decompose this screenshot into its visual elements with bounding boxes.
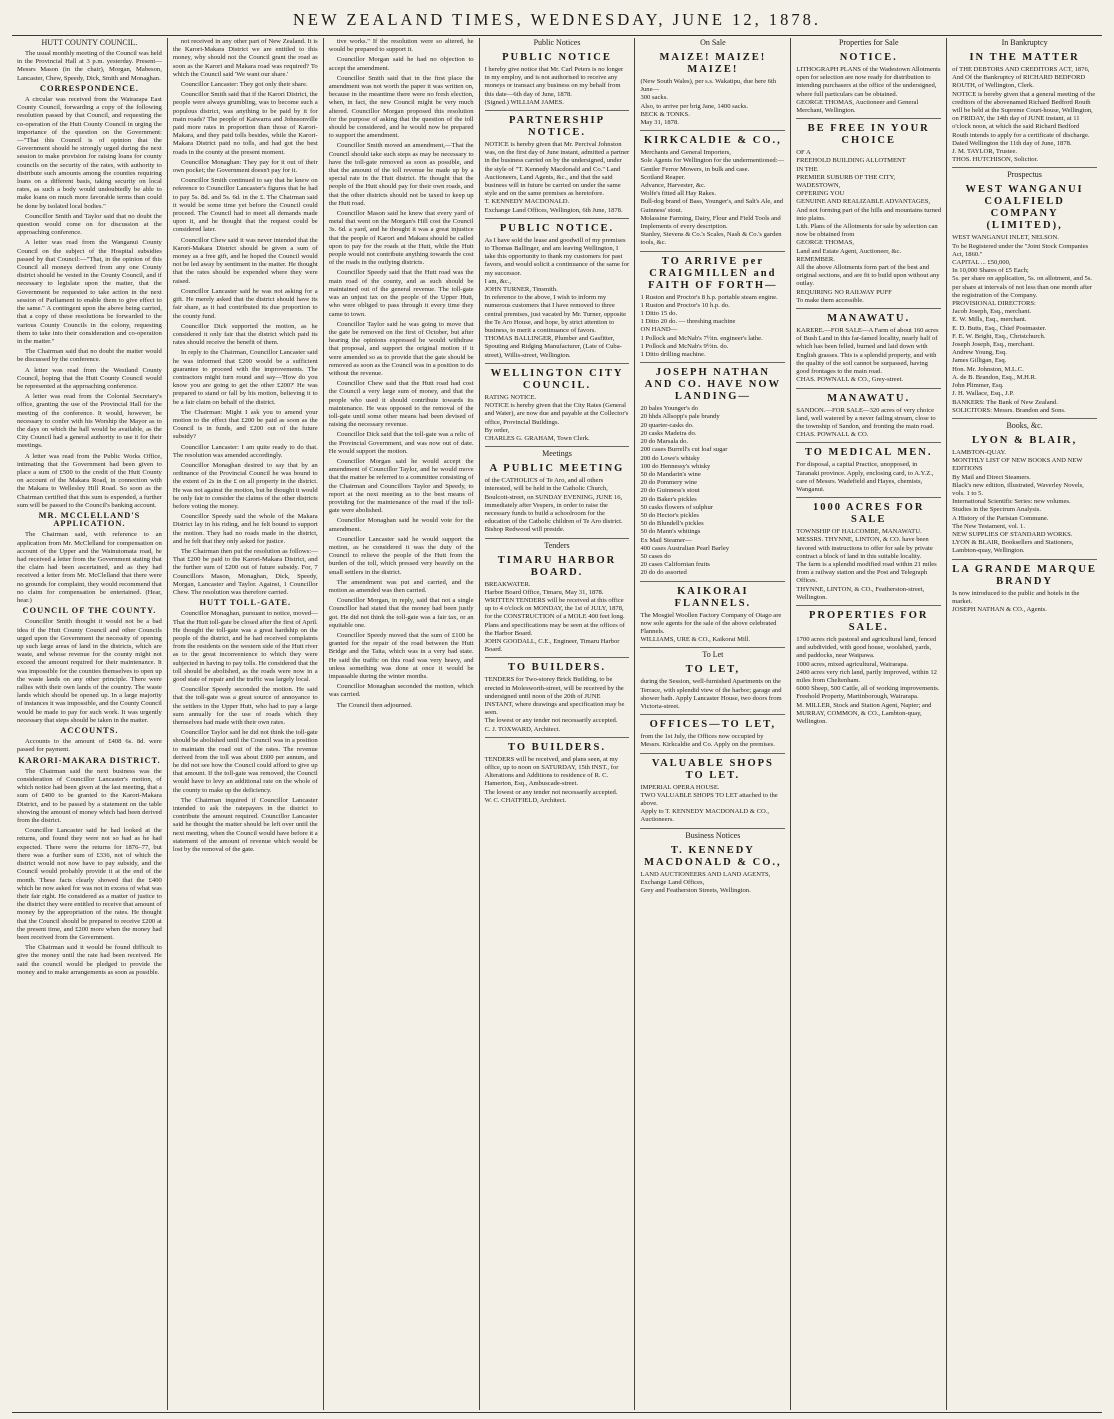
paragraph: The usual monthly meeting of the Council was held in the Provincial Hall at 3 p.m. yesterday. Present—Messrs Mason (in the chair), Morgan, Mabeson, Lancaster, Chew, Speedy, Dick, Smith and Monaghan. (17, 50, 162, 82)
ad-line: REQUIRING NO RAILWAY PUFF (796, 288, 892, 296)
ad-line: John Plimmer, Esq. (952, 382, 1004, 390)
ad-line: The lowest or any tender not necessarily accepted. (484, 717, 618, 725)
ad-line: TWO VALUABLE SHOPS TO LET attached to the above. (640, 791, 778, 807)
ad-line: CAPITAL ... £50,000, (952, 259, 1011, 267)
ad-line: In 10,000 Shares of £5 Each; (952, 267, 1029, 275)
ad-line: And not forming part of the hills and mountains turned into plains. (796, 206, 942, 222)
column-2 (167, 38, 323, 1410)
ad-line: J. M. TAYLOR, Trustee. (952, 148, 1018, 156)
ad-line: 1 Pollock and McNab's 9½in. do. (640, 342, 729, 350)
column-5 (634, 38, 790, 1410)
ad-line: WRITTEN TENDERS will be received at this office up to 4 o'clock on MONDAY, the 1st of JULY, 1878, for the CONSTRUCTION of a MOLE 400 feet long. (484, 596, 625, 621)
ad-line: Andrew Young, Esq. (952, 349, 1007, 357)
column-7 (946, 38, 1102, 1410)
ad-line: 1700 acres rich pastoral and agricultural land, fenced and subdivided, with good house, woolshed, yards, and paddocks, near Waipawa. (796, 635, 937, 660)
paragraph: The Chairman said, with reference to an application from Mr. McClelland for compensation on account of the Upper and the Wainuiomata road, he had received a letter from the Government stating that the claim had been ascertained, and as they had received a letter from Mr. McClelland that there were no grounds for complaint, they would recommend that no claim for compensation be entertained. (Hear, hear.) (17, 531, 162, 604)
ad-line: A History of the Parisian Commune. (952, 514, 1049, 522)
subheading: KARORI-MAKARA DISTRICT. (18, 755, 161, 765)
ad-line: JOHN TURNER, Tinsmith. (484, 286, 558, 294)
ad-line: Wolfe's fitted all Hay Rakes. (640, 190, 716, 198)
paragraph: Councillor Lancaster said he would support the motion, as he considered it was the duty of the Council to relieve the people of the Hutt from the burden of the toll, which pressed very heavily on the small settlers in the district. (328, 535, 474, 576)
ad-line: J. H. Wallace, Esq., J.P. (952, 390, 1014, 398)
ad-title: LYON & BLAIR, (971, 434, 1078, 446)
ad-line: of the CATHOLICS of Te Aro, and all others interested, will be held in the Catholic Church, Boulcott-street, on SUNDAY EVENING, JUNE 16, immediately after Vespers, in order to raise the necessary funds to build a schoolroom for the education of the Catholic children of Te Aro district. (484, 477, 623, 526)
paragraph: Councillor Dick supported the motion, as he considered it only fair that the district which paid its rates should receive the benefit of them. (172, 322, 318, 347)
newspaper-columns (12, 38, 1102, 1410)
paragraph: Councillor Lancaster: I am quite ready to do that. The resolution was amended accordingly. (172, 443, 318, 459)
masthead-rule (12, 35, 1102, 36)
ad-line: SANDON.—FOR SALE—320 acres of very choice land, well watered by a never failing stream, close to the township of Sandon, and fronting the main road. (796, 406, 936, 430)
advertisement (640, 584, 785, 649)
ad-line: Joseph Joseph, Esq., merchant. (952, 341, 1035, 349)
advertisement (952, 182, 1097, 418)
ad-line: WADESTOWN, (796, 182, 841, 190)
ad-line: T. KENNEDY MACDONALD. (484, 198, 570, 206)
ad-line: All the above Allotments form part of the best and original sections, and are fit to build upon without any outlay. (796, 264, 940, 288)
ad-line: 1 Pollock and McNab's 7½in. engineer's lathe. (640, 334, 763, 342)
ad-line: International Scientific Series: new volumes. (952, 498, 1071, 506)
ad-line: CHARLES G. GRAHAM, Town Clerk. (484, 434, 590, 442)
ad-line: Ex Mail Steamer— (640, 536, 692, 544)
ad-line: NEW SUPPLIES OF STANDARD WORKS. (952, 530, 1073, 538)
ad-line: Jacob Joseph, Esq., merchant. (952, 308, 1032, 316)
ad-line: 1 Ditto 15 do. (640, 310, 678, 318)
paragraph: The Chairman said that no doubt the matter would be discussed by the conference. (17, 348, 162, 364)
ad-line: from the 1st July, the Offices now occupied by Messrs. Kirkcaldie and Co. Apply on the premises. (640, 733, 775, 749)
column-4 (479, 38, 635, 1410)
paragraph: Councillor Monaghan said he would vote for the amendment. (328, 517, 474, 533)
ad-line: Bull-dog brand of Bass, Younger's, and Salt's Ale, and Guinness' stout. (640, 198, 784, 214)
advertisement (485, 660, 630, 737)
ad-title: OFFICES—TO LET, (649, 719, 777, 731)
ad-line: FREEHOLD BUILDING ALLOTMENT (796, 157, 906, 165)
ad-line: Sole Agents for Wellington for the undermentioned:— (640, 157, 785, 165)
paragraph: Councillor Chew said that the Hutt road had cost the Council a very large sum of money, and that the people who used it should contribute towards its maintenance. He was opposed to the removal of the toll-gate until some other means had been devised of raising the necessary revenue. (328, 380, 474, 429)
ad-line: The New Testament, vol. 1. (952, 522, 1026, 530)
ad-line: JOSEPH NATHAN & CO., Agents. (952, 605, 1047, 613)
ad-title: TO BUILDERS. (508, 662, 606, 674)
ad-line: Hon. Mr. Johnston, M.L.C. (952, 365, 1024, 373)
paragraph: tive works." If the resolution were so altered, he would be prepared to support it. (328, 38, 474, 54)
ad-line: Plans and specifications may be seen at the offices of the Harbor Board. (484, 621, 625, 637)
ad-line: (Signed.) WILLIAM JAMES. (484, 98, 564, 106)
ad-line: In reference to the above, I wish to inform my numerous customers that I have removed to three central premises, just vacated by Mr. Turner, opposite the Te Aro House, and hope, by strict attention to business, to merit a continuance of favors. (484, 294, 627, 335)
ad-line: May 31, 1878. (640, 119, 679, 127)
ad-line: Exchange Land Offices, (640, 878, 705, 886)
ad-line: PREMIER SUBURB OF THE CITY, (796, 173, 896, 181)
ad-title: LA GRANDE MARQUE BRANDY (952, 563, 1097, 587)
paragraph: Councillor Taylor said he was going to move that the gate be removed on the first of October, but after hearing the opinions expressed he would withdraw that proposal, and support the original motion if it were amended so as to provide that the gate should be removed as soon as the Council was in a position to do without the revenue. (328, 320, 474, 377)
ad-line: 20 do Baker's pickles (640, 495, 697, 503)
ad-line: IMPERIAL OPERA HOUSE. (640, 783, 720, 791)
ad-line: MESSRS. THYNNE, LINTON, & CO. have been favored with instructions to offer for sale by private contract a block of land in this suitable locality. (796, 536, 933, 560)
ad-line: OF A (796, 149, 811, 157)
ad-line: Land and Estate Agent, Auctioneer, &c. (796, 247, 902, 255)
paragraph: Councillor Smith and Taylor said that no doubt the question would come on for discussion at the approaching conference. (17, 212, 162, 237)
paragraph: A letter was read from the Public Works Office, intimating that the Government had been given to place a sum of £500 to the credit of the Hutt County on account of the Makara Road, in connection with the Makara to Wellesley Hill Road. So soon as the Chairman certified that this sum is expended, a further sum will be passed to the Council's banking account. (17, 452, 162, 509)
ad-line: 1 Ruston and Proctor's 10 h.p. do. (640, 301, 730, 309)
advertisement (796, 500, 941, 606)
ad-line: THYNNE, LINTON, & CO., Featherston-street, Wellington. (796, 585, 925, 601)
ad-line: Stanley, Stevens & Co.'s Scales, Nash & Co.'s garden tools, &c. (640, 231, 782, 247)
column-6 (790, 38, 946, 1410)
section-heading: On Sale (700, 38, 726, 47)
ad-title: MANAWATU. (827, 313, 911, 325)
ad-line: As I have sold the lease and goodwill of my premises to Thomas Ballinger, and am leaving Wellington, I take this opportunity to thank my customers for past favors, and would solicit a continuance of the same for my successor. (484, 236, 630, 277)
ad-line: LITHOGRAPH PLANS of the Wadestown Allotments open for selection are now ready for distribution to intending purchasers at the office of the undersigned, where full particulars can be obtained. (796, 66, 941, 98)
ad-line: 20 casks Madeira do. (640, 429, 697, 437)
column-1 (12, 38, 167, 1410)
ad-line: W. C. CHATFIELD, Architect. (484, 796, 567, 804)
advertisement (640, 756, 785, 829)
ad-line: 1 Ruston and Proctor's 8 h.p. portable steam engine. (640, 293, 778, 301)
ad-line: 6000 Sheep, 500 Cattle, all of working improvements. (796, 685, 940, 693)
paragraph: Councillor Speedy said that the Hutt road was the main road of the county, and as such should be maintained out of the general revenue. The toll-gate was an unjust tax on the people of the Upper Hutt, who were obliged to pass through it every time they came to town. (328, 269, 474, 318)
ad-line: RATING NOTICE. (484, 393, 537, 401)
ad-line: MONTHLY LIST OF NEW BOOKS AND NEW EDITIONS (952, 457, 1083, 473)
ad-line: 300 sacks. (640, 94, 668, 102)
advertisement (485, 50, 630, 111)
paragraph: not received in any other part of New Zealand. It is the Karori-Makara District we are entitled to this money, why should not the Council grant the road as soon as the Karori and Makara road was required? To which the Council said 'We want our share.' (172, 38, 318, 78)
ad-title: TO LET, (685, 664, 741, 676)
ad-line: 20 quarter-casks do. (640, 421, 694, 429)
ad-line: 100 do Hennessy's whisky (640, 462, 711, 470)
ad-line: THOS. HUTCHISON, Solicitor. (952, 156, 1039, 164)
ad-line: 20 do Guinness's stout (640, 487, 700, 495)
advertisement (952, 433, 1097, 560)
paragraph: Councillor Speedy seconded the motion. He said that the toll-gate was a great source of annoyance to the settlers in the Upper Hutt, who had to pay a large sum annually for the use of roads which they themselves had made with their own rates. (172, 686, 318, 727)
ad-title: TIMARU HARBOR BOARD. (497, 554, 617, 578)
advertisement (485, 366, 630, 447)
ad-line: during the Session, well-furnished Apartments on the Terrace, with splendid view of the harbor; garage and shower bath. Apply Lancaster House, two doors from Victoria-street. (640, 678, 782, 710)
paragraph: The Chairman then put the resolution as follows:—That £200 be paid to the Karori-Makara District, and the further sum of £200 out of future subsidy. For, 7 Councillors Mason, Monaghan, Dick, Speedy, Morgan, Lancaster and Taylor. Against, 1 Councillor Chew. The resolution was therefore carried. (172, 547, 318, 596)
ad-line: PROVISIONAL DIRECTORS: (952, 300, 1036, 308)
section-heading: In Bankruptcy (1001, 38, 1048, 47)
ad-title: PUBLIC NOTICE (502, 52, 612, 63)
ad-line: Is now introduced to the public and hotels in the market. (952, 589, 1080, 605)
paragraph: Councillor Smith continued to say that he knew on reference to Councillor Lancaster's figures that he had to pay 5s. 8d. and 5s. 6d. in the £. The Chairman said it would be some time yet before the Council could proceed. The Council had to meet all demands made upon it, and he thought that the request could be considered later. (172, 177, 318, 234)
section-heading: Books, &c. (1006, 420, 1043, 430)
ad-line: E. W. Mills, Esq., merchant. (952, 316, 1027, 324)
paragraph: Councillor Monaghan desired to say that by an ordinance of the Provincial Council he was bound to the extent of 2s in the £ on all property in the district. He was not against the motion, but he thought it would be only fair to consider the claims of the other districts before voting the money. (172, 461, 318, 510)
advertisement (640, 843, 785, 899)
ad-line: TENDERS for Two-storey Brick Building, to be erected in Molesworth-street, will be received by the undersigned until noon of the 20th of JUNE INSTANT, where drawings and specification may be seen. (484, 676, 625, 717)
paragraph: Councillor Speedy said the whole of the Makara District lay in his riding, and he felt bound to support the motion. They had no roads made in the district, and he felt that they only asked for justice. (172, 513, 318, 545)
advertisement (485, 113, 630, 219)
paragraph: Councillor Monaghan seconded the motion, which was carried. (328, 683, 474, 699)
ad-line: The farm is a splendid modified road within 21 miles from a railway station and the Post and Telegraph Offices. (796, 560, 937, 585)
ad-title: WELLINGTON CITY COUNCIL. (490, 367, 624, 391)
section-heading: Business Notices (685, 830, 741, 840)
advertisement (796, 50, 941, 119)
advertisement (796, 311, 941, 388)
ad-line: KARERE.—FOR SALE—A Farm of about 160 acres of Bush Land in this far-famed locality, nearly half of which has been felled, burned and laid down with English grasses. This is a splendid property, and with the quality of the soil cannot be surpassed, having good frontages to the main road. (796, 327, 939, 376)
paragraph: A letter was read from the Westland County Council, hoping that the Hutt County Council would be represented at the approaching conference. (17, 366, 162, 390)
paragraph: A letter was read from the Colonial Secretary's office, granting the use of the Provincial Hall for the meeting of the conference. It would, however, be necessary to confer with his Worship the Mayor as to the days on which the hall would be available, as the City Council had a general authority to use it for their meetings. (17, 393, 162, 450)
ad-line: GEORGE THOMAS, Auctioneer and General Merchant, Wellington. (796, 98, 919, 115)
ad-line: 20 do Pommery wine (640, 479, 698, 487)
ad-line: 1000 acres, mixed agricultural, Wairarapa. (796, 660, 909, 668)
ad-line: Harbor Board Office, Timaru, May 31, 1878. (484, 588, 604, 596)
ad-line: WEST WANGANUI INLET, NELSON. (952, 234, 1059, 242)
section-heading: Properties for Sale (838, 38, 899, 47)
ad-line: Freehold Property, Martinborough, Wairarapa. (796, 693, 919, 701)
ad-line: 50 do Blundell's pickles (640, 520, 704, 528)
ad-line: Black's new edition, illustrated, Waverley Novels, vols. 1 to 5. (952, 481, 1084, 497)
paragraph: The Chairman: Might I ask you to amend your motion to the effect that £200 be paid as soon as the Council is in funds, and £200 out of the future subsidy? (172, 408, 318, 441)
paragraph: Councillor Monaghan, pursuant to notice, moved—That the Hutt toll-gate be closed after the first of April. He thought the toll-gate was a great hardship on the people of the district, and he had received complaints from the residents on the western side of the Hutt river as to the great inconvenience to which they were subjected in having to pay tolls. He considered that the toll should be abolished, as the roads were now in a good state of repair and the traffic was largely local. (172, 610, 318, 684)
ad-title: MANAWATU. (827, 392, 911, 404)
paragraph: Councillor Smith said that in the first place the amendment was not worth the paper it was written on, because in the meantime there were no fresh election, when, in fact, the new Council might be very much altered. Councillor Morgan proposed this resolution for the purpose of asking that the question of the toll should be considered, and he would now be prepared to support the amendment. (328, 74, 474, 140)
paragraph: A letter was read from the Wanganui County Council on the subject of the Hospital subsidies passed by that Council:—"That, in the opinion of this Council all moneys derived from any one County district should be vested in the County Council, and if necessary to legislate upon the matter, that the Government be requested to take action in the next session of Parliament to enable them to give effect to the same." A contingent upon the above being carried, that a copy of these resolutions be forwarded to the various County Councils in the colony, requesting them to take into their consideration and co-operation in the matter." (17, 239, 162, 345)
ad-line: I am, &c., (484, 277, 512, 285)
ad-line: LAND AUCTIONEERS AND LAND AGENTS, (640, 870, 771, 878)
paragraph: A circular was received from the Wairarapa East County Council, forwarding a copy of the following resolution passed by that Council, and requesting the co-operation of the Hutt County Council in urging the importance of the question on the Government:—"That this Council is of opinion that the Government should be strongly urged during the next session to make provision for raising loans for county councils on the security of the rates, with authority to distribute such amounts among the counties requiring loans on a different basis, taking security on local rates, as such a body would undoubtedly be able to make loans on much more favorable terms than could be done by isolated local bodies." (17, 96, 162, 210)
ad-line: 400 cases Australian Pearl Barley (640, 544, 730, 552)
ad-title: KAIKORAI FLANNELS. (674, 585, 752, 609)
paragraph: The Chairman said it would be found difficult to give the money until the rate had been received. He said the council would be pledged to provide the money and to make arrangements as soon as possible. (17, 944, 162, 976)
advertisement (485, 740, 630, 808)
ad-line: Dated Wellington the 11th day of June, 1878. (952, 139, 1072, 147)
advertisement (796, 445, 941, 498)
ad-title: TO ARRIVE per CRAIGMILLEN and FAITH OF FORTH— (648, 255, 778, 291)
paragraph: Councillor Lancaster said he was not asking for a gift. He merely asked that the district should have its fair share, as it had contributed its due proportion to the county fund. (172, 287, 318, 320)
ad-line: By Mail and Direct Steamers. (952, 473, 1031, 481)
paragraph: Councillor Morgan said he would accept the amendment of Councillor Taylor, and he would move that the matter be referred to a committee consisting of the Chairman and Councillors Taylor and Speedy, to report at the next meeting as to the best means of providing for the maintenance of the road if the toll-gate were abolished. (328, 457, 474, 515)
ad-line: NOTICE is hereby given that the City Rates (General and Water), are now due and payable at the Collector's office, Provincial Buildings. (484, 402, 629, 426)
advertisement (485, 553, 630, 659)
ad-title: TO BUILDERS. (508, 741, 606, 753)
paragraph: Councillor Monaghan: They pay for it out of their own pocket; the Government doesn't pay for it. (172, 158, 318, 175)
ad-line: I hereby give notice that Mr. Carl Peters is no longer in my employ, and is not authorised to receive any moneys or transact any business on my behalf from this date—6th day of June, 1878. (484, 66, 624, 98)
ad-line: WILLIAMS, URE & CO., Kaikorai Mill. (640, 636, 751, 644)
advertisement (640, 50, 785, 131)
paragraph: The Chairman inquired if Councillor Lancaster intended to ask the ratepayers in the district to contribute the amount required. Councillor Lancaster said he thought the matter should be left over until the next meeting, when the Council would have before it a statement of the amount of revenue which would be lost by the removal of the gate. (172, 796, 318, 854)
ad-title: A PUBLIC MEETING (489, 463, 625, 475)
ad-line: Also, to arrive per brig Jane, 1400 sacks. (640, 102, 749, 110)
subheading: CORRESPONDENCE. (39, 83, 139, 93)
advertisement (796, 121, 941, 309)
ad-line: Exchange Land Offices, Wellington, 6th June, 1878. (484, 206, 623, 214)
ad-title: PARTNERSHIP NOTICE. (508, 115, 606, 139)
ad-line: BECK & TONKS. (640, 110, 690, 118)
ad-line: Studies in the Spectrum Analysis. (952, 506, 1041, 514)
ad-title: IN THE MATTER (969, 52, 1080, 63)
ad-title: TO MEDICAL MEN. (804, 447, 933, 459)
ad-line: IN THE (796, 165, 818, 173)
ad-title: MAIZE! MAIZE! MAIZE! (659, 52, 767, 75)
paragraph: Councillor Morgan said he had no objection to accept the amendment. (328, 56, 474, 72)
ad-line: of THE DEBTORS AND CREDITORS ACT, 1876, And Of the Bankruptcy of RICHARD BEDFORD ROUTH, of Wellington, Clerk. (952, 66, 1090, 90)
ad-line: Grey and Featherston Streets, Wellington. (640, 887, 751, 894)
paragraph: In reply to the Chairman, Councillor Lancaster said he was informed that £200 would be a sufficient guarantee to proceed with the improvements. The contractors might turn round and say—'How do you know you are going to get the other £200?' He was prepared to stand or fall by his motion, believing it to be a fair claim on behalf of the district. (172, 349, 318, 406)
ad-line: THOMAS BALLINGER, Plumber and Gasfitter, Spouting and Ridging Manufacturer, (Late of Cuba-street), Willis-street, Wellington. (484, 335, 622, 359)
ad-line: To be Registered under the "Joint Stock Companies Act, 1860." (952, 242, 1089, 258)
advertisement (640, 662, 785, 715)
subheading: ACCOUNTS. (60, 726, 119, 736)
ad-line: CHAS. POWNALL & CO., Grey-street. (796, 376, 904, 384)
paragraph: Councillor Smith said that if the Karori District, the people were always grumbling, was to become such a populous district, was anything to be paid by it for main roads? The people of Kaiwarra and Johnsonville paid more rates in proportion than those of Karori-Makara, and they paid tolls besides, while the Karori-Makara District paid no tolls, and had got the best roads in the county at the present moment. (172, 91, 318, 156)
advertisement (640, 717, 785, 753)
ad-line: NOTICE is hereby given that a general meeting of the creditors of the abovenamed Richard Bedford Routh will be held at the Supreme Court-house, Wellington, on FRIDAY, the 14th day of JUNE instant, at 11 o'clock noon, at which the said Richard Bedford Routh intends to apply for a certificate of discharge. (952, 90, 1096, 139)
ad-title: PUBLIC NOTICE. (499, 222, 615, 234)
paragraph: Councillor Chew said it was never intended that the Karori-Makara District should be given a sum of money as a free gift, and he hoped the Council would not be led away by sentiment in the matter. He thought that the rates should be expended where they were raised. (172, 236, 318, 285)
advertisement (640, 254, 785, 364)
paragraph: Councillor Taylor said he did not think the toll-gate should be abolished until the Council was in a position to maintain the road out of the rates. The revenue derived from the toll was about £600 per annum, and he did not see how the Council could afford to give up that amount. If the toll-gate was removed, the Council would have to levy an additional rate on the whole of the county to make up the deficiency. (172, 729, 318, 794)
ad-title: VALUABLE SHOPS TO LET. (651, 757, 774, 781)
ad-line: GENUINE AND REALIZABLE ADVANTAGES, (796, 198, 931, 206)
paragraph: The amendment was put and carried, and the motion as amended was then carried. (328, 578, 474, 594)
column-3 (323, 38, 479, 1410)
ad-line: Lith. Plans of the Allotments for sale by selection can now be obtained from (796, 223, 938, 239)
advertisement (952, 50, 1097, 168)
ad-line: 50 do Mandarin's wine (640, 470, 701, 478)
ad-line: (New South Wales), per s.s. Wakatipu, due here 6th June— (640, 78, 777, 94)
ad-line: BANKERS: The Bank of New Zealand. (952, 398, 1058, 406)
advertisement (640, 365, 785, 581)
ad-title: BE FREE IN YOUR CHOICE (807, 123, 930, 147)
ad-title: 1000 ACRES FOR SALE (813, 502, 925, 526)
ad-line: By order, (484, 426, 510, 434)
advertisement (796, 391, 941, 444)
ad-line: OFFERING YOU (796, 190, 845, 198)
ad-line: JOHN GOODALL, C.E., Engineer, Timaru Harbor Board. (484, 637, 620, 654)
ad-line: TOWNSHIP OF HALCOMBE, MANAWATU. (796, 528, 922, 536)
ad-line: The Mosgiel Woollen Factory Company of Otago are now sole agents for the sale of the above celebrated Flannels. (640, 611, 782, 635)
ad-title: WEST WANGANUI COALFIELD COMPANY (LIMITED), (965, 184, 1084, 232)
ad-line: GEORGE THOMAS, (796, 239, 855, 247)
paragraph: Councillor Lancaster said he had looked at the returns, and found they were not so bad as he had expected. There were the returns for 1876–77, but there was a further sum of £336, not of which the district would not now have to pay subsidy, and the Council would probably provide it at the end of the month. These facts clearly showed that the £400 which he now asked for was not in excess of what was their fair right. He considered as a matter of justice to the district they were entitled to receive that amount of money by the appropriation of the rates. He thought that the Council should be prepared to receive £200 at the present time, and £200 more when the money had been received from the Government. (17, 827, 162, 941)
ad-line: 200 do Lowe's whisky (640, 454, 700, 462)
article-heading: HUTT COUNTY COUNCIL. (41, 38, 138, 47)
advertisement (952, 562, 1097, 618)
ad-line: Molassine Farming, Dairy, Flour and Field Tools and Implements of every description. (640, 214, 781, 231)
paragraph: Councillor Mason said he knew that every yard of metal that went on the Morgan's Hill cost the Council 3s. 6d. a yard, and he thought it was a great injustice that the people of Karori and Makara should be called upon to pay for the roads at the Hutt, while the Hutt people would not contribute anything towards the cost of the roads in the outlying districts. (328, 210, 474, 267)
ad-line: 20 hhds Allsopp's pale brandy (640, 413, 720, 421)
ad-line: Apply to T. KENNEDY MACDONALD & CO., Auctioneers. (640, 808, 770, 824)
subheading: HUTT TOLL-GATE. (199, 598, 292, 608)
ad-line: M. MILLER, Stock and Station Agent, Napier; and MURRAY, COMMON, & CO., Lambton-quay, Wellington. (796, 701, 932, 725)
ad-line: 5s. per share on application, 5s. on allotment, and 5s. per share at intervals of not less than one month after the registration of the Company. (952, 275, 1093, 299)
ad-title: PROPERTIES FOR SALE. (808, 609, 929, 633)
ad-line: LYON & BLAIR, Booksellers and Stationers, Lambton-quay, Wellington. (952, 539, 1074, 555)
ad-line: 20 cases Californian fruits (640, 561, 710, 569)
ad-line: Gentler Ferror Mowers, in bulk and case. (640, 165, 750, 173)
subheading: MR. MCCLELLAND'S APPLICATION. (38, 510, 141, 529)
section-heading: Prospectus (1007, 170, 1042, 180)
ad-title: T. KENNEDY MACDONALD & CO., (644, 844, 782, 868)
ad-line: ON HAND— (640, 326, 678, 334)
ad-line: The lowest or any tender not necessarily accepted. (484, 788, 618, 796)
section-heading: Public Notices (533, 38, 581, 47)
paragraph: Councillor Speedy moved that the sum of £100 be granted for the repair of the road between the Hutt Bridge and the Taita, which was in a very bad state. He said the traffic on this road was very heavy, and unless something was done at once it would be impassable during the winter months. (328, 632, 474, 681)
paragraph: Councillor Morgan, in reply, said that not a single Councillor had stated that the money had been justly got. He did not think the toll-gate was a fair tax, or an equitable one. (328, 597, 474, 629)
advertisement (485, 221, 630, 364)
ad-line: 20 do Marsala do. (640, 438, 689, 446)
advertisement (640, 133, 785, 251)
paragraph: The Chairman said the next business was the consideration of Councillor Lancaster's motion, of which notice had been given at the last meeting, that a sum of £400 to be granted to the Karori-Makara District, and to be passed by a statement on the table showing the amount of money which had been derived from the district. (17, 767, 162, 825)
ad-line: 50 casks flowers of sulphur (640, 503, 713, 511)
ad-line: Advance, Harvester, &c. (640, 182, 706, 190)
ad-line: James Gilligan, Esq. (952, 357, 1007, 365)
ad-line: 50 do Hector's pickles (640, 511, 699, 519)
ad-line: 50 cases do (640, 552, 671, 560)
ad-line: A. de B. Brandon, Esq., M.H.R. (952, 373, 1037, 381)
ad-line: NOTICE is hereby given that Mr. Percival Johnston was, on the first day of June instant, admitted a partner in the business carried on by the undersigned, under the style of "T. Kennedy Macdonald and Co." Land Auctioneers, Land Agents, &c., and that the said business will in future be carried on under the same style and on the same premises as heretofore. (484, 141, 630, 198)
ad-line: BREAKWATER. (484, 580, 531, 588)
paragraph: Councillor Smith thought it would not be a bad idea if the Hutt County Council and other Councils urged upon the Government the necessity of opening up such large areas of land in the districts, which are waste, and whose revenue for the county might not exceed the amount required for their maintenance. It was impossible for the counties themselves to open up the waste lands on any other principle. There were rallies with their own lands of the country. The waste lands which should be opened up. In a large majority of instances it was impossible, and the County Council would be made to pay for such work. It was urgently necessary that steps should be taken in the matter. (17, 618, 162, 724)
ad-line: E. D. Butts, Esq., Chief Postmaster. (952, 324, 1047, 332)
ad-line: CHAS. POWNALL & CO. (796, 431, 869, 439)
paragraph: Councillor Lancaster: They got only their share. (180, 81, 308, 89)
ad-line: LAMBTON-QUAY. (952, 448, 1007, 456)
ad-line: C. J. TOXWARD, Architect. (484, 725, 560, 733)
paragraph: Councillor Smith moved an amendment,—That the Council should take such steps as may be necessary to have the toll-gate removed as soon as possible, and that the amount of the toll revenue be made up by a special rate in the Hutt district. He thought that the people of the Hutt should pay for their own roads, and that the other districts should not be taxed to keep up the Hutt road. (328, 142, 474, 207)
paragraph: Accounts to the amount of £408 6s. 8d. were passed for payment. (17, 738, 162, 754)
ad-line: F. E. W. Bright, Esq., Christchurch. (952, 332, 1046, 340)
ad-line: Scotland Reaper. (640, 173, 686, 181)
section-heading: Tenders (544, 540, 570, 550)
ad-line: 2400 acres very rich land, partly improved, within 12 miles from Cheltenham. (796, 668, 937, 684)
advertisement (485, 461, 630, 538)
section-heading: To Let (702, 650, 724, 660)
ad-title: JOSEPH NATHAN AND CO. HAVE NOW LANDING— (644, 367, 781, 403)
advertisement (796, 608, 941, 729)
masthead: NEW ZEALAND TIMES, WEDNESDAY, JUNE 12, 1878. (293, 10, 821, 29)
ad-line: REMEMBER. (796, 255, 835, 263)
section-heading: Meetings (542, 449, 572, 459)
subheading: COUNCIL OF THE COUNTY. (22, 606, 157, 616)
ad-line: 1 Ditto drilling machine. (640, 351, 706, 359)
ad-line: SOLICITORS: Messrs. Brandon and Sons. (952, 406, 1066, 414)
ad-line: 20 bales Younger's do (640, 405, 699, 413)
ad-title: NOTICE. (839, 52, 898, 63)
ad-line: 50 do Mann's whitings (640, 528, 701, 536)
ad-line: Merchants and General Importers, (640, 149, 731, 157)
ad-line: 20 do do assorted (640, 569, 687, 577)
ad-line: 200 cases Burrell's cut loaf sugar (640, 446, 728, 454)
ad-line: For disposal, a capital Practice, unopposed, in Taranaki province. Apply, enclosing card, to A.Y.Z., care of Messrs. Wadefield and Hayes, chemists, Wanganui. (796, 461, 934, 493)
paragraph: The Council then adjourned. (336, 701, 413, 709)
ad-line: Bishop Redwood will preside. (484, 526, 565, 534)
paragraph: Councillor Dick said that the toll-gate was a relic of the Provincial Government, and was now out of date. He would support the motion. (328, 431, 474, 455)
ad-line: TENDERS will be received, and plans seen, at my office, up to noon on SATURDAY, 15th INST., for Alterations and Additions to residence of R. C. Hamerton, Esq., Ambuscade-street. (484, 755, 619, 788)
ad-title: KIRKCALDIE & CO., (643, 135, 782, 147)
ad-line: 1 Ditto 20 do. — threshing machine (640, 318, 736, 326)
footer-rule (12, 1412, 1102, 1413)
ad-line: To make them accessible. (796, 296, 864, 304)
